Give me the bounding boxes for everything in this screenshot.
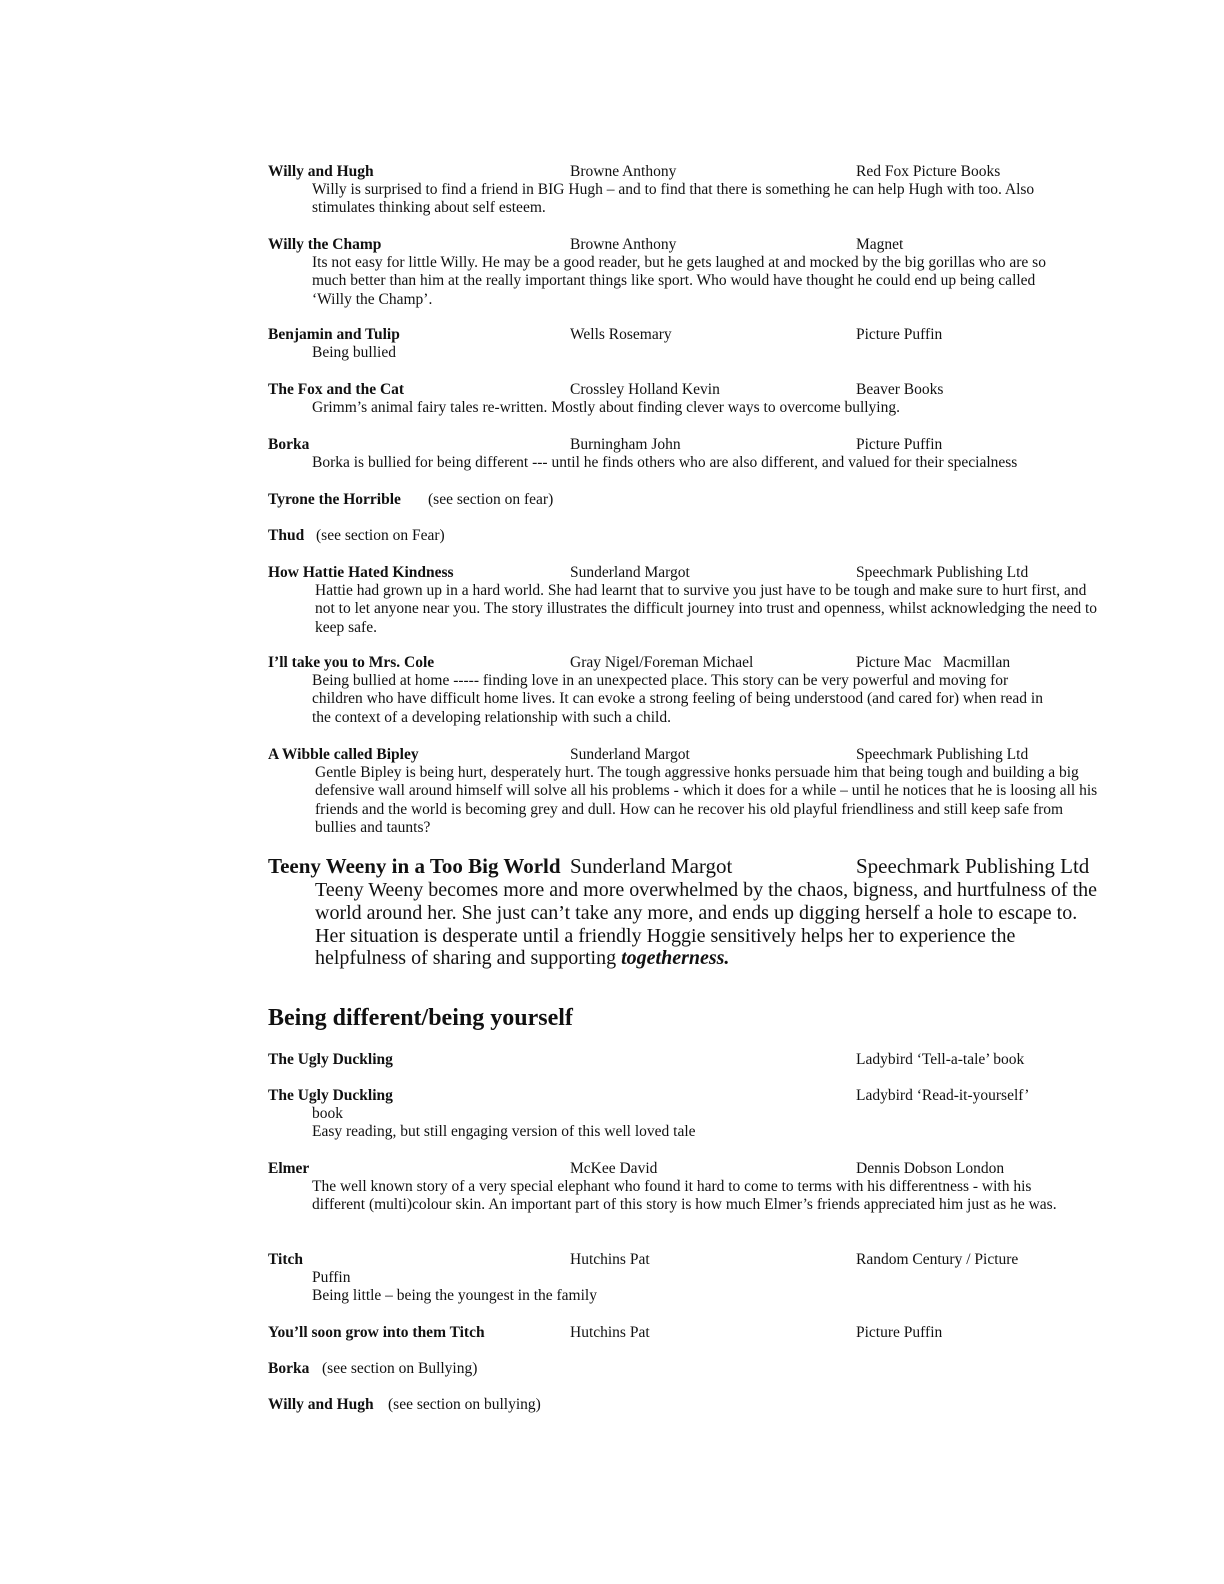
book-title: Willy and Hugh (268, 163, 374, 180)
book-entry (268, 1323, 1108, 1342)
book-title: Willy the Champ (268, 236, 382, 253)
section-heading: Being different/being yourself (268, 1005, 573, 1031)
cross-reference (268, 526, 1108, 545)
book-entry (268, 235, 1108, 309)
reference-note: (see section on fear) (428, 491, 554, 508)
book-description: Hattie had grown up in a hard world. She had learnt that to survive you just have to be tough and make sure to hurt first, and not to let anyone near you. The story illustrates the difficult journey into trust and openness, whilst acknowledging the need to keep safe. (315, 582, 1098, 636)
book-title: Borka (268, 1360, 310, 1377)
book-title: The Ugly Duckling (268, 1087, 393, 1104)
reference-note: (see section on bullying) (388, 1396, 541, 1413)
book-author: Hutchins Pat (570, 1251, 650, 1268)
book-title: Elmer (268, 1160, 310, 1177)
book-author: Browne Anthony (570, 236, 677, 253)
reference-note: (see section on Fear) (316, 527, 445, 544)
book-title: Benjamin and Tulip (268, 326, 400, 343)
book-entry (268, 1050, 1108, 1069)
book-publisher: Picture Puffin (856, 1324, 943, 1341)
book-description: Grimm’s animal fairy tales re-written. Mostly about finding clever ways to overcome bullying. (312, 399, 900, 416)
book-entry (268, 1250, 1108, 1306)
book-description: Being little – being the youngest in the family (312, 1287, 597, 1305)
book-entry (268, 653, 1108, 727)
book-title: You’ll soon grow into them Titch (268, 1324, 485, 1341)
book-author: Sunderland Margot (570, 746, 690, 763)
book-publisher: Speechmark Publishing Ltd (856, 564, 1029, 581)
book-entry (268, 1086, 1108, 1142)
book-title: Thud (268, 527, 305, 544)
book-publisher: Speechmark Publishing Ltd (856, 746, 1029, 763)
book-author: McKee David (570, 1160, 658, 1177)
book-author: Sunderland Margot (570, 854, 733, 878)
book-description: Easy reading, but still engaging version of this well loved tale (312, 1123, 696, 1141)
book-title: Teeny Weeny in a Too Big World (268, 854, 561, 878)
book-author: Burningham John (570, 436, 681, 453)
book-entry (268, 1159, 1108, 1215)
book-description: Its not easy for little Willy. He may be a good reader, but he gets laughed at and mocked by the big gorillas who are so much better than him at the really important things like sport. Who would have thought he could end up being called ‘Willy the Champ’. (312, 254, 1046, 308)
book-author: Crossley Holland Kevin (570, 381, 720, 398)
reference-note: (see section on Bullying) (322, 1360, 478, 1377)
book-entry-featured (268, 853, 1108, 970)
book-title: Borka (268, 436, 310, 453)
book-publisher: Speechmark Publishing Ltd (856, 854, 1090, 878)
book-description: Gentle Bipley is being hurt, desperately hurt. The tough aggressive honks persuade him that being tough and building a big defensive wall around himself will solve all his problems - which it does for a while – until he notices that he is loosing all his friends and the world is becoming grey and dull. How can he recover his old playful friendliness and still keep safe from bullies and taunts? (315, 764, 1098, 836)
book-title: How Hattie Hated Kindness (268, 564, 454, 581)
book-publisher: Ladybird ‘Tell-a-tale’ book (856, 1051, 1025, 1068)
book-entry (268, 563, 1108, 637)
book-entry (268, 745, 1108, 837)
book-entry (268, 325, 1108, 362)
book-title: Titch (268, 1251, 304, 1268)
publisher-continuation: Puffin (312, 1269, 351, 1286)
book-author: Hutchins Pat (570, 1324, 650, 1341)
book-title: The Fox and the Cat (268, 381, 405, 398)
book-publisher: Red Fox Picture Books (856, 163, 1001, 180)
book-title: Willy and Hugh (268, 1396, 374, 1413)
cross-reference (268, 1395, 1108, 1414)
book-entry (268, 435, 1108, 472)
book-description (315, 879, 1105, 970)
book-description: Willy is surprised to find a friend in BIG Hugh – and to find that there is something he can help Hugh with too. Also stimulates thinking about self esteem. (312, 181, 1035, 217)
description-text: Teeny Weeny becomes more and more overwhelmed by the chaos, bigness, and hurtfulness of the world around her. She just can’t take any more, and ends up digging herself a hole to escape to. Her situation is desperate until a friendly Hoggie sensitively helps her to experience the helpfulness of sharing and supporting (315, 879, 1097, 970)
book-description: The well known story of a very special elephant who found it hard to come to terms with his differentness - with his different (multi)colour skin. An important part of this story is how much Elmer’s friends appreciated him just as he was. (312, 1178, 1057, 1214)
book-entry (268, 162, 1108, 218)
book-author: Gray Nigel/Foreman Michael (570, 654, 754, 671)
book-publisher: Dennis Dobson London (856, 1160, 1005, 1177)
cross-reference (268, 490, 1108, 509)
book-title: I’ll take you to Mrs. Cole (268, 654, 435, 671)
cross-reference (268, 1359, 1108, 1378)
book-publisher: Ladybird ‘Read-it-yourself’ (856, 1087, 1030, 1104)
emphasis-text: togetherness. (621, 947, 730, 970)
book-publisher: Picture Mac Macmillan (856, 654, 1011, 671)
book-title: Tyrone the Horrible (268, 491, 401, 508)
book-entry (268, 380, 1108, 417)
book-publisher: Magnet (856, 236, 904, 253)
book-publisher: Picture Puffin (856, 326, 943, 343)
book-description: Being bullied (312, 344, 396, 361)
book-author: Browne Anthony (570, 163, 677, 180)
book-publisher: Random Century / Picture (856, 1251, 1019, 1268)
book-author: Wells Rosemary (570, 326, 672, 343)
publisher-continuation: book (312, 1105, 343, 1122)
book-title: The Ugly Duckling (268, 1051, 393, 1068)
book-publisher: Picture Puffin (856, 436, 943, 453)
book-description: Being bullied at home ----- finding love in an unexpected place. This story can be very powerful and moving for children who have difficult home lives. It can evoke a strong feeling of being understood (and cared for) when read in the context of a developing relationship with such a child. (312, 672, 1043, 726)
book-description: Borka is bullied for being different --- until he finds others who are also different, and valued for their specialness (312, 454, 1018, 471)
book-publisher: Beaver Books (856, 381, 944, 398)
book-author: Sunderland Margot (570, 564, 690, 581)
book-title: A Wibble called Bipley (268, 746, 419, 763)
